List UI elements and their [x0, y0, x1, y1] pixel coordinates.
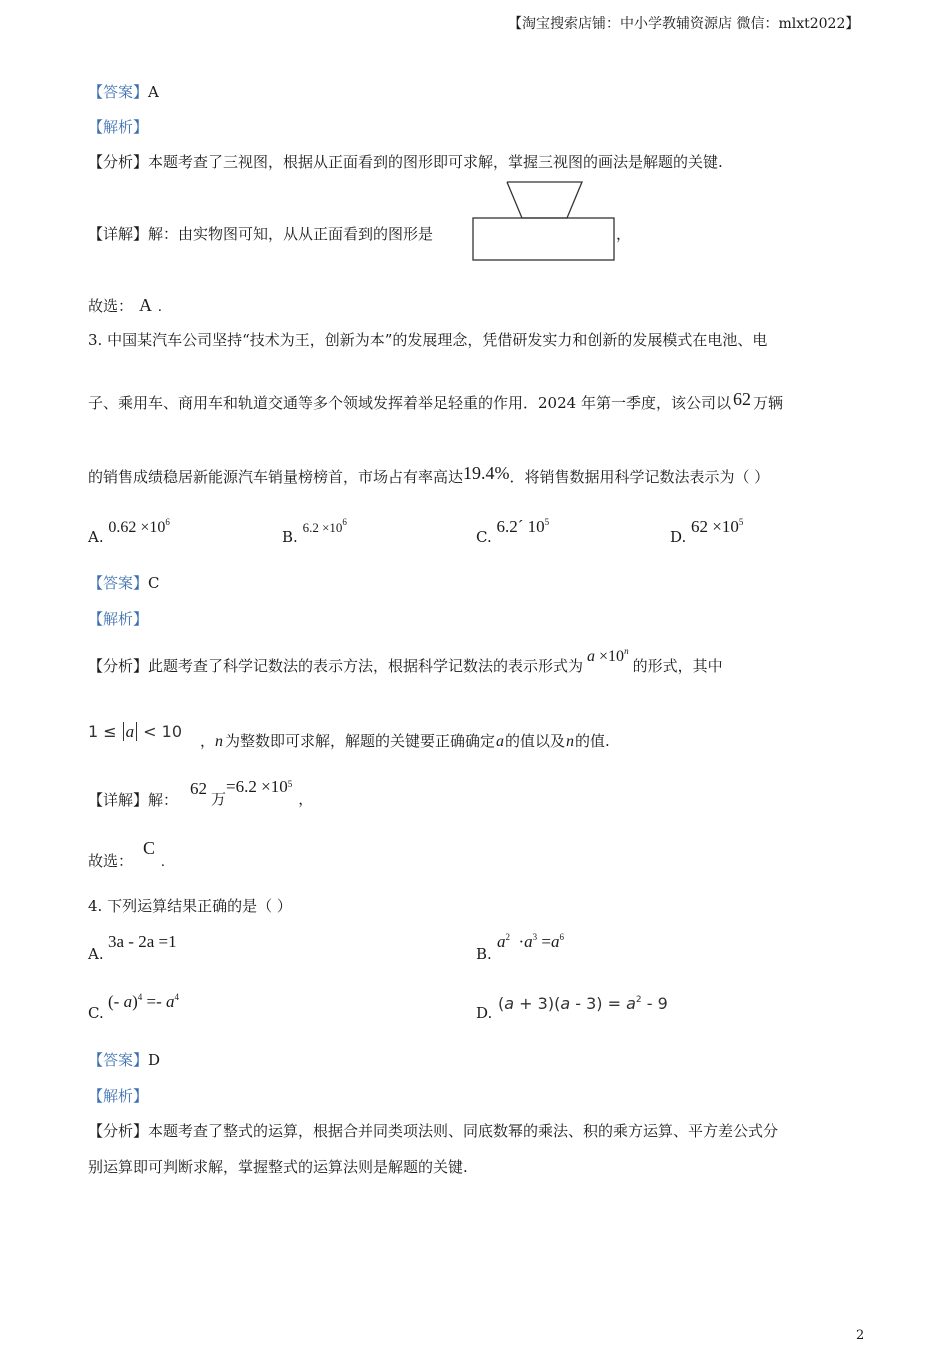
answer-value: A	[148, 83, 159, 101]
detail-wan: 万	[211, 790, 227, 808]
detail-end: ，	[616, 225, 632, 243]
q3-analysis	[88, 646, 723, 677]
answer-tag: 【答案】	[88, 83, 149, 101]
explain-tag: 【解析】	[88, 1087, 149, 1105]
cond-right: < 10	[143, 722, 183, 741]
q4-option-b	[476, 944, 492, 964]
formula-mid: ×10	[595, 648, 625, 665]
answer-tag: 【答案】	[88, 574, 149, 592]
conclusion-text: 故选：	[88, 297, 134, 315]
q3-option-b	[282, 517, 347, 548]
q4-question: 4. 下列运算结果正确的是（ ）	[88, 897, 292, 915]
q3-detail-formula	[190, 777, 314, 808]
option-letter: D.	[476, 1004, 493, 1022]
detail-end: ，	[298, 790, 314, 808]
q4-option-b-expr: $a^2 \cdot a^3 =a^6$	[497, 932, 565, 951]
q2-conclusion	[88, 295, 162, 317]
explain-tag: 【解析】	[88, 610, 149, 628]
q3-number-62: 62	[732, 389, 751, 409]
detail-text: 解：	[148, 791, 179, 809]
option-exp: 6	[342, 517, 347, 527]
conclusion-answer: C	[143, 838, 156, 858]
q4-option-a	[88, 944, 104, 964]
q4-option-c-expr: (- $a)^4 =- a^4$	[108, 992, 179, 1011]
q3-line2-text: 子、乘用车、商用车和轨道交通等多个领域发挥着举足轻重的作用．2024 年第一季度，该公司以	[88, 394, 731, 412]
q4-answer-line	[88, 1050, 160, 1070]
answer-value: C	[148, 574, 160, 592]
q2-analysis	[88, 152, 723, 172]
analysis-text: 本题考查了整式的运算，根据合并同类项法则、同底数幂的乘法、积的乘方运算、平方差公式分	[148, 1122, 779, 1140]
trapezoid-top	[507, 182, 582, 218]
cond-text2: 的值以及	[505, 732, 566, 750]
page-header: 【淘宝搜索店铺：中小学教辅资源店 微信：mlxt2022】	[508, 16, 860, 32]
q4-option-a-expr: 3a - 2a =1	[108, 932, 177, 951]
option-letter: A.	[88, 528, 104, 546]
q3-percent: 19.4%	[463, 463, 510, 483]
cond-n2: n	[566, 733, 575, 750]
conclusion-end: .	[158, 299, 162, 315]
q3-condition	[88, 722, 182, 742]
analysis-tag: 【分析】	[88, 1122, 149, 1140]
q2-detail	[88, 224, 433, 244]
q3-line1: 3. 中国某汽车公司坚持“技术为王，创新为本”的发展理念，凭借研发实力和创新的发展模式在电池、电	[88, 331, 768, 349]
option-letter: B.	[282, 528, 298, 546]
detail-eq: =6.2 ×10	[226, 777, 288, 796]
conclusion-end: .	[161, 854, 165, 870]
detail-tag: 【详解】	[88, 225, 149, 243]
q4-option-d-expr: $(a + 3)(a - 3) = a^2 - 9$	[498, 994, 668, 1013]
explain-tag: 【解析】	[88, 118, 149, 136]
sci-notation-formula	[587, 648, 629, 665]
cond-abs-a: a	[123, 722, 138, 741]
option-letter: A.	[88, 945, 104, 963]
q3-option-a	[88, 517, 170, 548]
q4-analysis-line1	[88, 1121, 778, 1141]
q3-line2	[88, 389, 783, 413]
q3-option-c	[476, 517, 550, 547]
option-exp: 5	[738, 517, 744, 527]
answer-tag: 【答案】	[88, 1051, 149, 1069]
front-view-figure	[470, 180, 620, 265]
cond-text3: 的值.	[575, 732, 610, 750]
conclusion-answer: A	[139, 295, 153, 315]
answer-value: D	[148, 1051, 161, 1069]
q2-answer-line	[88, 82, 159, 102]
cond-left: 1 ≤	[88, 722, 117, 741]
rectangle-base	[473, 218, 614, 260]
page-number: 2	[856, 1328, 865, 1343]
option-letter: B.	[476, 945, 492, 963]
analysis-tag: 【分析】	[88, 153, 149, 171]
analysis-text: 此题考查了科学记数法的表示方法，根据科学记数法的表示形式为	[148, 657, 584, 675]
option-exp: 5	[544, 517, 550, 527]
option-exp: 6	[165, 517, 170, 527]
analysis-text: 本题考查了三视图，根据从正面看到的图形即可求解，掌握三视图的画法是解题的关键.	[148, 153, 723, 171]
cond-comma: ，	[200, 732, 216, 750]
formula-exp: n	[624, 646, 629, 656]
cond-text1: 为整数即可求解，解题的关键要正确确定	[225, 732, 496, 750]
detail-exp: 5	[287, 779, 293, 789]
option-letter: D.	[670, 528, 687, 546]
option-letter: C.	[476, 528, 492, 546]
option-letter: C.	[88, 1004, 104, 1022]
detail-num: 62	[190, 779, 207, 798]
detail-text: 解：由实物图可知，从从正面看到的图形是	[148, 225, 434, 243]
q3-condition-text	[200, 731, 610, 752]
detail-tag: 【详解】	[88, 791, 149, 809]
option-base: 62 ×10	[691, 517, 739, 536]
analysis-tag: 【分析】	[88, 657, 149, 675]
q3-line3	[88, 463, 770, 487]
q3-line2-end: 万辆	[752, 394, 783, 412]
q4-analysis-line2: 别运算即可判断求解，掌握整式的运算法则是解题的关键.	[88, 1158, 468, 1176]
q3-detail	[88, 790, 178, 810]
q4-option-c	[88, 1003, 104, 1023]
option-base: 6.2 ×10	[302, 520, 343, 535]
q3-line3-text: 的销售成绩稳居新能源汽车销量榜榜首，市场占有率高达	[88, 468, 464, 486]
option-base: 6.2´ 10	[496, 517, 545, 536]
conclusion-text: 故选：	[88, 852, 134, 870]
q3-conclusion	[88, 838, 165, 872]
q3-answer-line	[88, 573, 160, 593]
analysis-end: 的形式，其中	[632, 657, 723, 675]
option-base: 0.62 ×10	[108, 519, 166, 536]
cond-n: n	[215, 733, 224, 750]
q4-option-d	[476, 1003, 492, 1023]
q3-line3-end: ．将销售数据用科学记数法表示为（ ）	[509, 468, 770, 486]
cond-a2: a	[496, 733, 505, 750]
formula-a: a	[587, 648, 596, 665]
